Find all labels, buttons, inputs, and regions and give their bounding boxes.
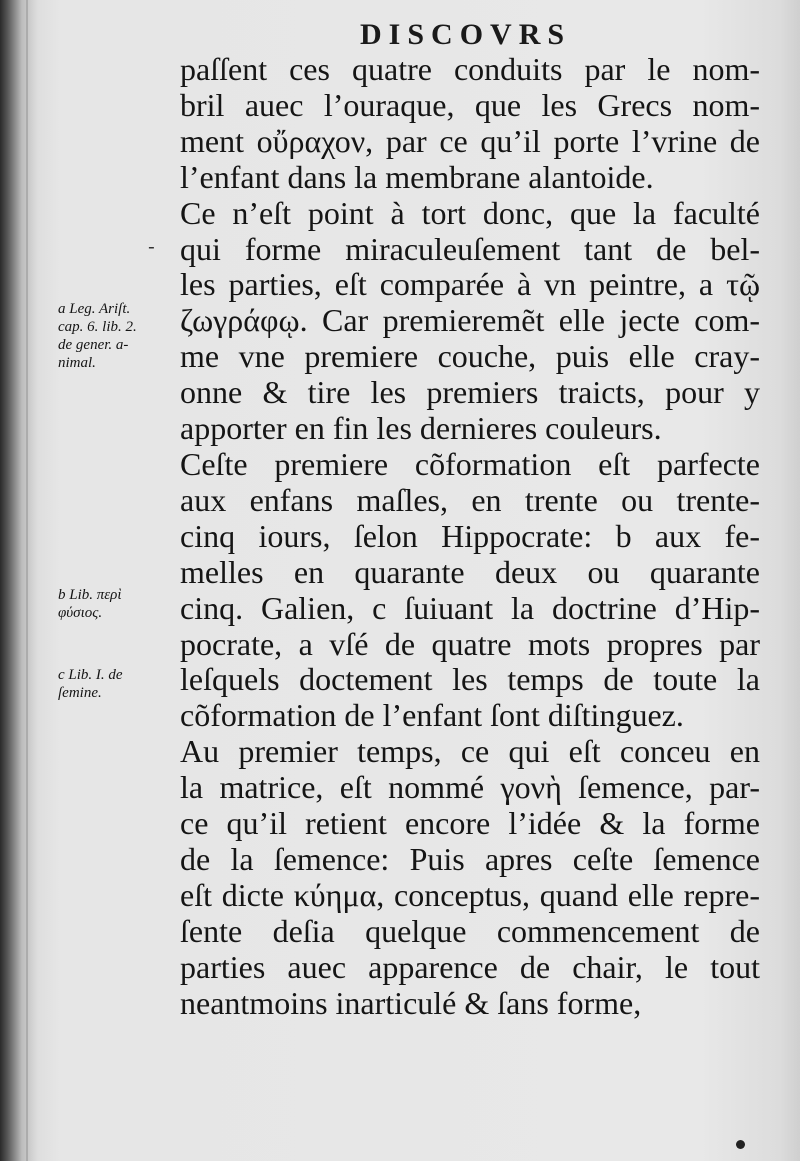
text-line: qui forme miraculeuſement tant de bel- — [180, 231, 760, 267]
marginal-note-line: ſemine. — [58, 685, 102, 701]
text-line: Au premier temps, ce qui eſt conceu en — [180, 734, 760, 770]
text-line: neantmoins inarticulé & ſans forme, — [180, 985, 642, 1021]
text-line: cõformation de l’enfant ſont diſtinguez. — [180, 698, 684, 734]
marginal-note-line: c Lib. I. de — [58, 667, 123, 683]
text-line: bril auec l’ouraque, que les Grecs nom- — [180, 87, 760, 123]
text-line: Ce n’eſt point à tort donc, que la faculté — [180, 195, 760, 231]
text-line: la matrice, eſt nommé γονὴ ſemence, par- — [180, 770, 760, 806]
marginal-note-line: nimal. — [58, 355, 96, 371]
marginal-note-c — [58, 666, 183, 702]
text-line: ζωγράφῳ. Car premieremẽt elle jecte com- — [180, 303, 760, 339]
marginal-note-line: φύσιος. — [58, 605, 103, 621]
main-text-block — [180, 52, 760, 1021]
text-line: Ceſte premiere cõformation eſt parfecte — [180, 446, 760, 482]
text-line: aux enfans maſles, en trente ou trente- — [180, 482, 760, 518]
text-line: cinq. Galien, c ſuiuant la doctrine d’Hip- — [180, 590, 760, 626]
text-line: eſt dicte κύημα, conceptus, quand elle repre- — [180, 877, 760, 913]
marginal-note-line: b Lib. περὶ — [58, 587, 122, 603]
text-line: cinq iours, ſelon Hippocrate: b aux fe- — [180, 518, 760, 554]
text-line: apporter en fin les dernieres couleurs. — [180, 411, 662, 447]
ink-spot — [736, 1140, 745, 1149]
text-line: paſſent ces quatre conduits par le nom- — [180, 52, 760, 87]
marginal-note-b — [58, 586, 183, 622]
text-line: ment οὔραχον, par ce qu’il porte l’vrine de — [180, 123, 760, 159]
marginal-note-a — [58, 300, 183, 372]
text-line: melles en quarante deux ou quarante — [180, 554, 760, 590]
marginal-note-line: de gener. a- — [58, 337, 129, 353]
text-line: l’enfant dans la membrane alantoide. — [180, 159, 654, 195]
marginal-note-line: a Leg. Ariſt. — [58, 301, 131, 317]
text-line: ce qu’il retient encore l’idée & la forme — [180, 806, 760, 842]
margin-dash: - — [148, 234, 155, 258]
text-line: ſente deſia quelque commencement de — [180, 913, 760, 949]
text-line: parties auec apparence de chair, le tout — [180, 949, 760, 985]
book-gutter-shadow — [26, 0, 28, 1161]
text-line: de la ſemence: Puis apres ceſte ſemence — [180, 841, 760, 877]
marginal-note-line: cap. 6. lib. 2. — [58, 319, 137, 335]
text-line: onne & tire les premiers traicts, pour y — [180, 375, 760, 411]
text-line: les parties, eſt comparée à vn peintre, a τῷ — [180, 267, 760, 303]
text-line: pocrate, a vſé de quatre mots propres par — [180, 626, 760, 662]
text-line: leſquels doctement les temps de toute la — [180, 662, 760, 698]
running-head: DISCOVRS — [360, 18, 572, 51]
text-line: me vne premiere couche, puis elle cray- — [180, 339, 760, 375]
